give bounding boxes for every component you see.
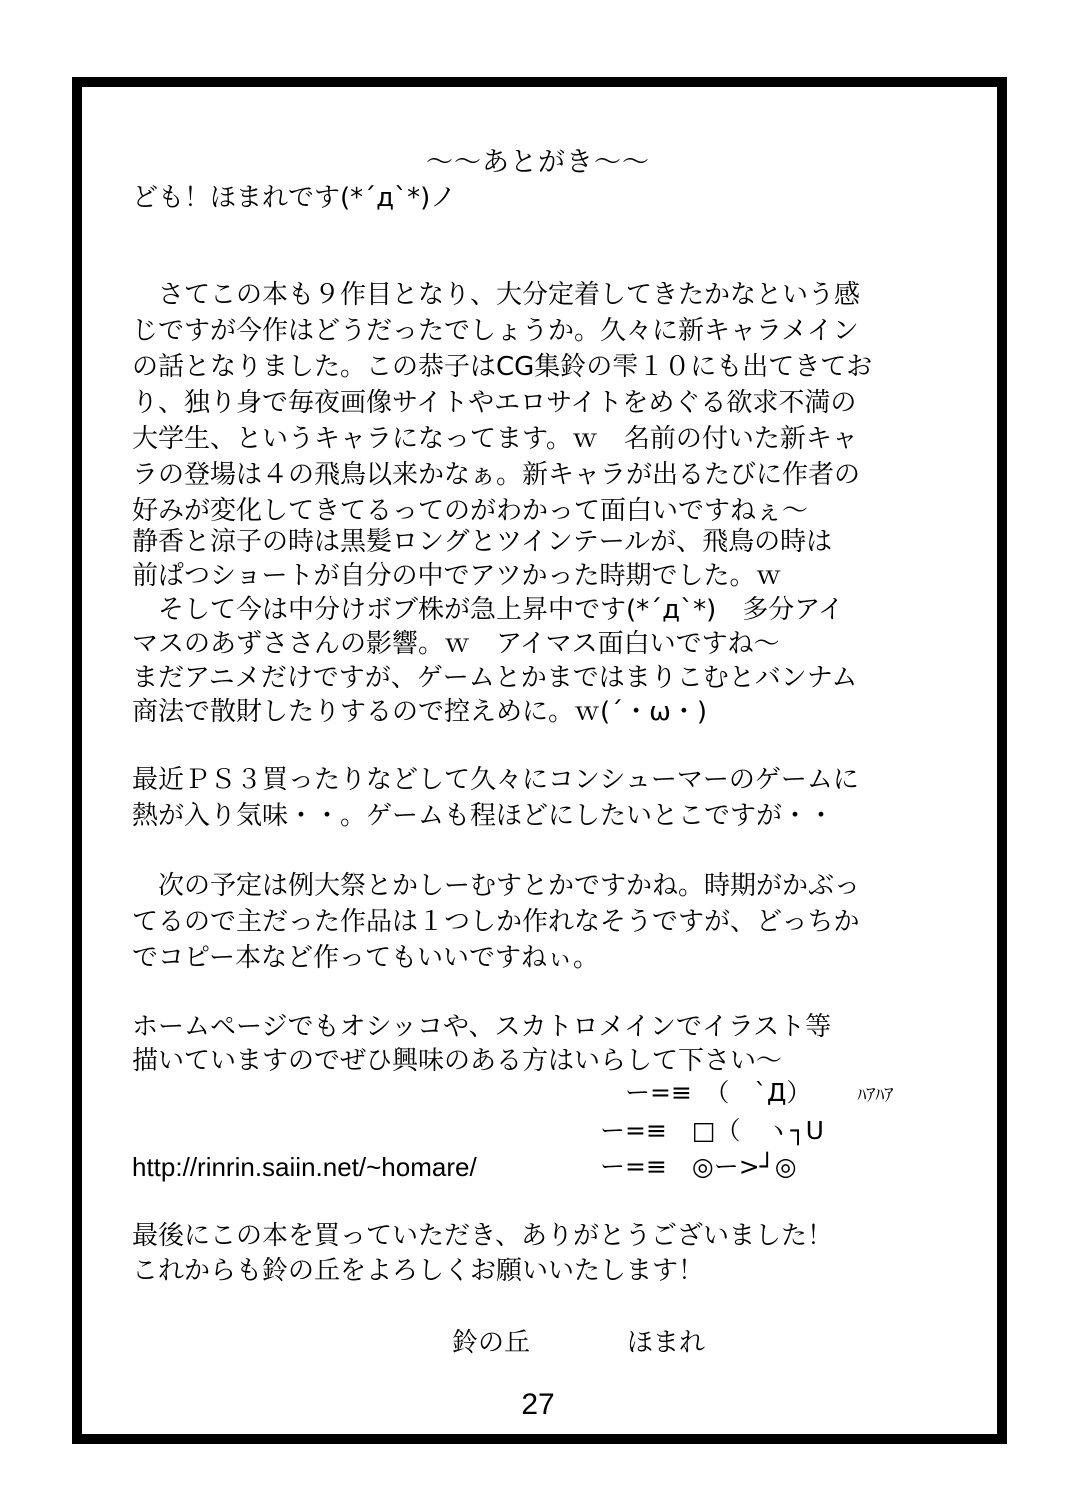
text-line: でコピー本など作ってもいいですねぃ。 — [132, 943, 599, 973]
text-line: の話となりました。この恭子はCG集鈴の雫１０にも出てきてお — [132, 352, 873, 382]
text-line: てるので主だった作品は１つしか作れなそうですが、どっちか — [132, 907, 860, 937]
afterword-title: 〜〜あとがき〜〜 — [426, 147, 650, 178]
text-line: り、独り身で毎夜画像サイトやエロサイトをめぐる欲求不満の — [132, 388, 857, 418]
text-line: 静香と涼子の時は黒髪ロングとツインテールが、飛鳥の時は — [132, 527, 833, 557]
signature-circle: 鈴の丘 — [452, 1328, 531, 1358]
text-line: マスのあずささんの影響。ｗ アイマス面白いですね〜 — [132, 629, 780, 659]
text-line: まだアニメだけですが、ゲームとかまではまりこむとバンナム — [132, 663, 858, 693]
ascii-art-text: ー=≡ （ `Д） — [625, 1078, 812, 1107]
text-line: 最近ＰＳ３買ったりなどして久々にコンシューマーのゲームに — [132, 765, 859, 795]
ascii-art-row: ー=≡ □（ ヽ┐U — [600, 1116, 824, 1145]
homepage-url: http://rinrin.saiin.net/~homare/ — [132, 1152, 477, 1182]
text-line: 描いていますのでぜひ興味のある方はいらして下さい〜 — [132, 1046, 783, 1076]
text-line: 熱が入り気味・・。ゲームも程ほどにしたいとこですが・・ — [132, 801, 835, 831]
text-line: 大学生、というキャラになってます。ｗ 名前の付いた新キャ — [132, 424, 858, 454]
text-line: 商法で散財したりするので控えめに。ｗ(´・ω・) — [132, 697, 708, 727]
text-line: そして今は中分けボブ株が急上昇中です(*´д`*) 多分アイ — [132, 595, 844, 625]
text-line: ホームページでもオシッコや、スカトロメインでイラスト等 — [132, 1012, 832, 1042]
greeting-line: ども！ほまれです(*´д`*)ノ — [132, 183, 457, 213]
text-line: 次の予定は例大祭とかしーむすとかですかね。時期がかぶっ — [132, 871, 861, 901]
ascii-art-row — [625, 1078, 893, 1111]
text-line: ラの登場は４の飛鳥以来かなぁ。新キャラが出るたびに作者の — [132, 460, 861, 490]
text-line: 最後にこの本を買っていただき、ありがとうございました！ — [132, 1221, 833, 1251]
text-line: 好みが変化してきてるってのがわかって面白いですねぇ〜 — [132, 496, 809, 526]
signature-author: ほまれ — [627, 1328, 706, 1358]
text-line: 前ぱつショートが自分の中でアツかった時期でした。ｗ — [132, 561, 782, 591]
text-line: これからも鈴の丘をよろしくお願いいたします！ — [132, 1256, 705, 1286]
ascii-art-note: ﾊｱﾊｱ — [857, 1085, 894, 1106]
page-number: 27 — [521, 1388, 555, 1421]
text-line: じですが今作はどうだったでしょうか。久々に新キャラメイン — [132, 316, 859, 346]
ascii-art-row: ー=≡ ◎ー>┘◎ — [600, 1152, 797, 1181]
text-line: さてこの本も９作目となり、大分定着してきたかなという感 — [132, 280, 861, 310]
